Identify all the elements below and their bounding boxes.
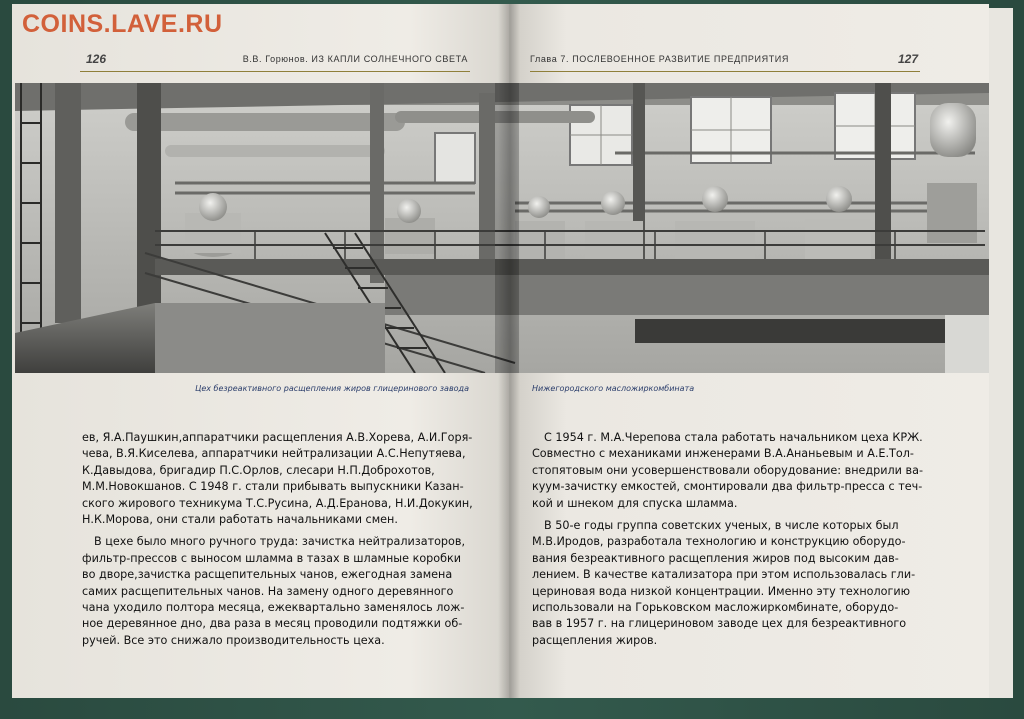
text-line: использовали на Горьковском масложиркомбинате, оборудо- <box>532 601 899 615</box>
text-line: ное деревянное дно, два раза в месяц проводили подтяжки об- <box>82 617 463 631</box>
text-line: лением. В качестве катализатора при этом использовалась гли- <box>532 568 916 582</box>
text-line: ев, Я.А.Паушкин,аппаратчики расщепления А.В.Хорева, А.И.Горя- <box>82 431 473 444</box>
right-paragraph-1 <box>532 430 922 512</box>
text-line: вав в 1957 г. на глицериновом заводе цех для безреактивного <box>532 617 907 631</box>
text-line: В цехе было много ручного труда: зачистка нейтрализаторов, <box>94 535 466 549</box>
text-line: стопятовым они усовершенствовали оборудование: внедрили ва- <box>532 463 923 477</box>
watermark: COINS.LAVE.RU <box>22 10 223 38</box>
text-line: К.Давыдова, бригадир П.С.Орлов, слесари Н.П.Доброхотов, <box>82 463 435 477</box>
text-line: чева, В.Я.Киселева, аппаратчики нейтрализации А.С.Непутяева, <box>82 447 466 461</box>
right-page-header <box>530 52 920 72</box>
text-line: куум-зачистку емкостей, смонтировали два фильтр-пресса с теч- <box>532 480 923 494</box>
text-line: расщепления жиров. <box>532 633 658 647</box>
text-line: фильтр-прессов с выносом шламма в тазах в шламные коробки <box>82 551 462 565</box>
text-line: Н.К.Морова, они стали работать начальниками смен. <box>82 513 398 527</box>
right-text-column <box>532 430 922 649</box>
right-paragraph-2 <box>532 518 922 649</box>
left-photo-caption: Цех безреактивного расщепления жиров глицеринового завода <box>195 384 469 393</box>
left-page-header <box>80 52 470 72</box>
text-line: В 50-е годы группа советских ученых, в числе которых был <box>544 519 899 533</box>
left-paragraph-2 <box>82 534 472 649</box>
text-line: цериновая вода низкой концентрации. Именно эту технологию <box>532 584 911 598</box>
book-gutter <box>498 4 520 698</box>
text-line: чана уходило полтора месяца, ежеквартально заменялось лож- <box>82 601 465 615</box>
text-line: М.В.Иродов, разработала технологию и конструкцию оборудо- <box>532 535 906 549</box>
text-line: Совместно с механиками инженерами В.А.Ананьевым и А.Е.Тол- <box>532 447 914 461</box>
text-line: М.М.Новокшанов. С 1948 г. стали прибывать выпускники Казан- <box>82 480 464 494</box>
text-line: вания безреактивного расщепления жиров под высоким дав- <box>532 551 899 565</box>
right-running-title: Глава 7. ПОСЛЕВОЕННОЕ РАЗВИТИЕ ПРЕДПРИЯТИЯ <box>530 54 789 64</box>
right-page-number: 127 <box>897 52 918 66</box>
page-edges <box>989 8 1013 698</box>
text-line: ручей. Все это снижало производительность цеха. <box>82 633 385 647</box>
text-line: ского жирового техникума Т.С.Русина, А.Д.Еранова, Н.И.Докукин, <box>82 496 473 510</box>
right-photo-caption: Нижегородского масложиркомбината <box>532 384 695 393</box>
text-line: кой и шнеком для спуска шламма. <box>532 496 738 510</box>
left-text-column <box>82 430 472 649</box>
text-line: С 1954 г. М.А.Черепова стала работать начальником цеха КРЖ. <box>544 431 923 444</box>
text-line: самих расщепительных чанов. На замену одного деревянного <box>82 584 454 598</box>
left-paragraph-1 <box>82 430 472 528</box>
text-line: во дворе,зачистка расщепительных чанов, ежегодная замена <box>82 568 453 582</box>
left-page-number: 126 <box>86 52 107 66</box>
left-running-title: В.В. Горюнов. ИЗ КАПЛИ СОЛНЕЧНОГО СВЕТА <box>242 54 468 64</box>
